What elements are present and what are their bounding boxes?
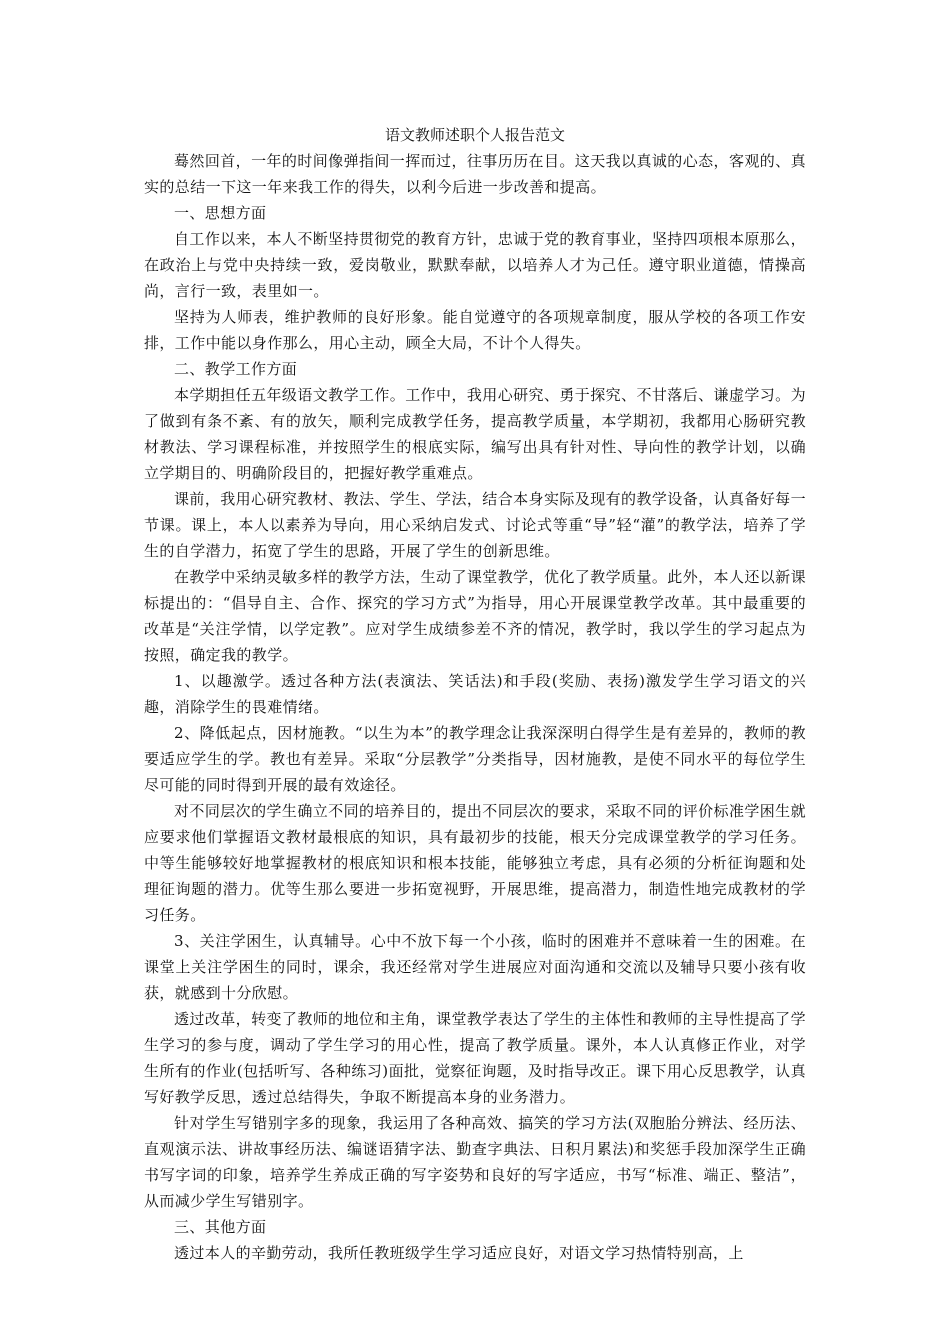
section-heading-ideology: 一、思想方面: [174, 204, 267, 222]
paragraph: 在教学中采纳灵敏多样的教学方法，生动了课堂教学，优化了教学质量。此外，本人还以新课标提出的：“倡导自主、合作、探究的学习方式”为指导，用心开展课堂教学改革。其中最重要的改革是“关注学情，以学定教”。应对学生成绩参差不齐的情况，教学时，我以学生的学习起点为按照，确定我的教学。: [144, 568, 806, 664]
paragraph: 透过本人的辛勤劳动，我所任教班级学生学习适应良好，对语文学习热情特别高，上: [174, 1244, 744, 1262]
paragraph-intro: 蓦然回首，一年的时间像弹指间一挥而过，往事历历在目。这天我以真诚的心态，客观的、真实的总结一下这一年来我工作的得失，以利今后进一步改善和提高。: [144, 152, 806, 196]
section-heading-other: 三、其他方面: [174, 1218, 267, 1236]
paragraph: 1、以趣激学。透过各种方法(表演法、笑话法)和手段(奖励、表扬)激发学生学习语文的兴趣，消除学生的畏难情绪。: [144, 672, 806, 716]
paragraph: 自工作以来，本人不断坚持贯彻党的教育方针，忠诚于党的教育事业，坚持四项根本原那么，在政治上与党中央持续一致，爱岗敬业，默默奉献，以培养人才为己任。遵守职业道德，情操高尚，言行一致，表里如一。: [144, 230, 806, 300]
paragraph: 课前，我用心研究教材、教法、学生、学法，结合本身实际及现有的教学设备，认真备好每一节课。课上，本人以素养为导向，用心采纳启发式、讨论式等重“导”轻“灌”的教学法，培养了学生的自学潜力，拓宽了学生的思路，开展了学生的创新思维。: [144, 490, 806, 560]
document-title: 语文教师述职个人报告范文: [384, 126, 565, 144]
paragraph: 透过改革，转变了教师的地位和主角，课堂教学表达了学生的主体性和教师的主导性提高了学生学习的参与度，调动了学生学习的用心性，提高了教学质量。课外，本人认真修正作业，对学生所有的作业(包括听写、各种练习)面批，觉察征询题，及时指导改正。课下用心反思教学，认真写好教学反思，透过总结得失，争取不断提高本身的业务潜力。: [144, 1010, 806, 1106]
paragraph: 对不同层次的学生确立不同的培养目的，提出不同层次的要求，采取不同的评价标准学困生就应要求他们掌握语文教材最根底的知识，具有最初步的技能，根天分完成课堂教学的学习任务。中等生能够较好地掌握教材的根底知识和根本技能，能够独立考虑，具有必须的分析征询题和处理征询题的潜力。优等生那么要进一步拓宽视野，开展思维，提高潜力，制造性地完成教材的学习任务。: [144, 802, 806, 924]
paragraph: 2、降低起点，因材施教。“以生为本”的教学理念让我深深明白得学生是有差异的，教师的教要适应学生的学。教也有差异。采取“分层教学”分类指导，因材施教，是使不同水平的每位学生尽可能的同时得到开展的最有效途径。: [144, 724, 806, 794]
paragraph: 本学期担任五年级语文教学工作。工作中，我用心研究、勇于探究、不甘落后、谦虚学习。为了做到有条不紊、有的放矢，顺利完成教学任务，提高教学质量，本学期初，我都用心肠研究教材教法、学习课程标准，并按照学生的根底实际，编写出具有针对性、导向性的教学计划，以确立学期目的、明确阶段目的，把握好教学重难点。: [144, 386, 806, 482]
section-heading-teaching: 二、教学工作方面: [174, 360, 298, 378]
paragraph: 针对学生写错别字多的现象，我运用了各种高效、搞笑的学习方法(双胞胎分辨法、经历法、直观演示法、讲故事经历法、编谜语猜字法、勤查字典法、日积月累法)和奖惩手段加深学生正确书写字词的印象，培养学生养成正确的写字姿势和良好的写字适应，书写“标准、端正、整洁”，从而减少学生写错别字。: [144, 1114, 806, 1210]
document-page: [144, 122, 806, 1266]
paragraph: 3、关注学困生，认真辅导。心中不放下每一个小孩，临时的困难并不意味着一生的困难。在课堂上关注学困生的同时，课余，我还经常对学生进展应对面沟通和交流以及辅导只要小孩有收获，就感到十分欣慰。: [144, 932, 806, 1002]
paragraph: 坚持为人师表，维护教师的良好形象。能自觉遵守的各项规章制度，服从学校的各项工作安排，工作中能以身作那么，用心主动，顾全大局，不计个人得失。: [144, 308, 806, 352]
